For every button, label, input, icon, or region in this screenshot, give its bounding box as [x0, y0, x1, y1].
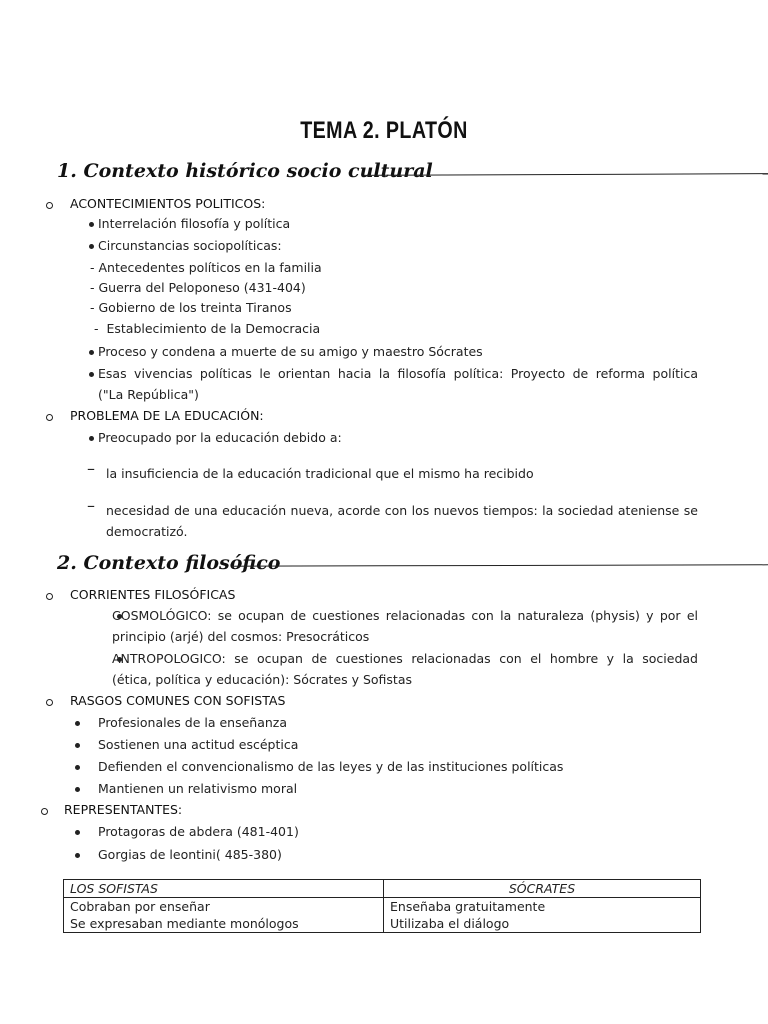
- rasgos-label: RASGOS COMUNES CON SOFISTAS: [70, 693, 286, 708]
- bullet-dot: [75, 830, 80, 835]
- list-item: ANTROPOLOGICO: se ocupan de cuestiones relacionadas con el hombre y la sociedad: [112, 651, 698, 666]
- bullet-dot: [75, 721, 80, 726]
- bullet-dot: [75, 743, 80, 748]
- sub-item: Gobierno de los treinta Tiranos: [98, 300, 292, 315]
- circle-bullet: [46, 593, 53, 600]
- table-row: [64, 898, 701, 916]
- table-header-cell: LOS SOFISTAS: [64, 880, 384, 898]
- list-item: Proceso y condena a muerte de su amigo y maestro Sócrates: [98, 344, 483, 359]
- list-item-continued: ("La República"): [98, 387, 199, 402]
- document-title: TEMA 2. PLATÓN: [300, 117, 468, 144]
- circle-bullet: [46, 699, 53, 706]
- dash-item: necesidad de una educación nueva, acorde con los nuevos tiempos: la sociedad ateniense se: [106, 503, 698, 518]
- section2-rule: [232, 564, 768, 566]
- educacion-label: PROBLEMA DE LA EDUCACIÓN:: [70, 408, 264, 423]
- circle-bullet: [41, 808, 48, 815]
- bullet-dot: [89, 372, 94, 377]
- table-header-cell: SÓCRATES: [384, 880, 701, 898]
- sub-item: Antecedentes políticos en la familia: [98, 260, 322, 275]
- bullet-dot: [89, 244, 94, 249]
- list-item-continued: principio (arjé) del cosmos: Presocráticos: [112, 629, 370, 644]
- bullet-dot: [89, 222, 94, 227]
- table-cell: Enseñaba gratuitamente: [384, 898, 701, 916]
- list-item: Profesionales de la enseñanza: [98, 715, 288, 730]
- list-item: Mantienen un relativismo moral: [98, 781, 298, 796]
- comparison-table: [63, 879, 701, 933]
- circle-bullet: [46, 414, 53, 421]
- dash-marker: –: [87, 459, 95, 478]
- acontecimientos-label: ACONTECIMIENTOS POLITICOS:: [70, 196, 266, 211]
- bullet-dot: [89, 350, 94, 355]
- list-item: Protagoras de abdera (481-401): [98, 824, 299, 839]
- list-item: Defienden el convencionalismo de las leyes y de las instituciones políticas: [98, 759, 564, 774]
- table-cell: Cobraban por enseñar: [64, 898, 384, 916]
- representantes-label: REPRESENTANTES:: [64, 802, 183, 817]
- table-header-row: [64, 880, 701, 898]
- list-item-continued: (ética, política y educación): Sócrates y Sofistas: [112, 672, 412, 687]
- bullet-dot: [75, 787, 80, 792]
- list-item: Esas vivencias políticas le orientan hacia la filosofía política: Proyecto de reforma política: [98, 366, 698, 381]
- corrientes-label: CORRIENTES FILOSÓFICAS: [70, 587, 236, 602]
- list-item: COSMOLÓGICO: se ocupan de cuestiones relacionadas con la naturaleza (physis) y por el: [112, 608, 698, 623]
- list-item: Preocupado por la educación debido a:: [98, 430, 342, 445]
- list-item: Sostienen una actitud escéptica: [98, 737, 299, 752]
- bullet-dot: [89, 436, 94, 441]
- list-item: Circunstancias sociopolíticas:: [98, 238, 282, 253]
- dash-item: la insuficiencia de la educación tradicional que el mismo ha recibido: [106, 466, 534, 481]
- list-item: Interrelación filosofía y política: [98, 216, 291, 231]
- table-row: [64, 915, 701, 933]
- dash-marker: –: [87, 496, 95, 515]
- sub-item: Establecimiento de la Democracia: [106, 321, 321, 336]
- section1-heading: 1. Contexto histórico socio cultural: [57, 160, 433, 182]
- table-cell: Se expresaban mediante monólogos: [64, 915, 384, 933]
- list-item: Gorgias de leontini( 485-380): [98, 847, 282, 862]
- circle-bullet: [46, 202, 53, 209]
- table-cell: Utilizaba el diálogo: [384, 915, 701, 933]
- sub-item: Guerra del Peloponeso (431-404): [98, 280, 306, 295]
- section2-heading: 2. Contexto filosófico: [57, 552, 281, 574]
- bullet-dot: [75, 853, 80, 858]
- dash-item-continued: democratizó.: [106, 524, 188, 539]
- bullet-dot: [75, 765, 80, 770]
